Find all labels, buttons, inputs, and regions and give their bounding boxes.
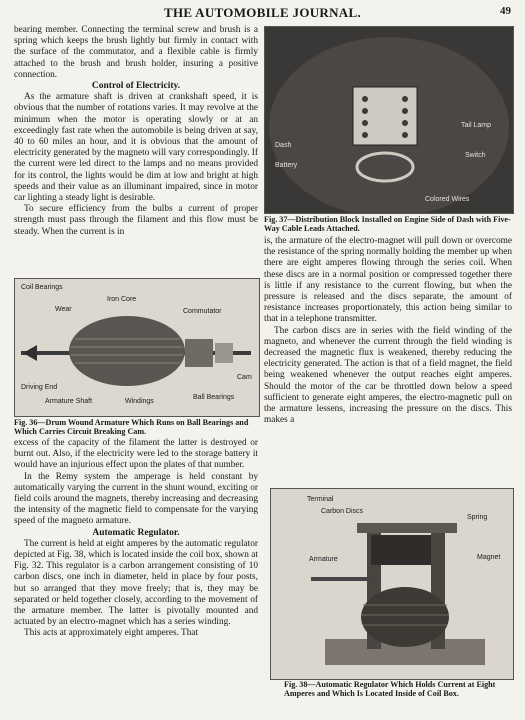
regulator-illustration <box>271 489 513 679</box>
label-windings: Windings <box>125 398 154 405</box>
paragraph: The carbon discs are in series with the field winding of the magneto, and whenever the current through the field winding is decreased the magnetic flux is weakened, thereby reducing the electricity generated. The action is that of a field magnet, the field being weakened whenever the output reaches eight amperes. Should the motor of the car be throttled down below a speed sufficient to generate eight amperes, the electro-magnetic pull on the armature lessens, increasing the pressure on the discs. This makes a <box>264 325 512 426</box>
label-battery: Battery <box>275 162 298 169</box>
label-spring: Spring <box>467 514 488 521</box>
left-column-top <box>14 25 258 238</box>
label-coil-bearings: Coil Bearings <box>21 284 63 291</box>
label-ball-bearings: Ball Bearings <box>193 394 235 401</box>
label-driving-end: Driving End <box>21 384 58 391</box>
label-armature: Armature <box>309 556 338 563</box>
label-wear: Wear <box>55 306 72 313</box>
paragraph: This acts at approximately eight amperes. That <box>24 628 199 639</box>
section-heading: Automatic Regulator. <box>92 527 180 538</box>
paragraph: To secure efficiency from the bulbs a current of proper strength must pass through the filament and this flow must be steady. When the current is in <box>14 204 258 237</box>
section-heading: Control of Electricity. <box>91 81 181 92</box>
label-magnet: Magnet <box>477 554 501 561</box>
paragraph: In the Remy system the amperage is held constant by automatically varying the current in the shunt wound, exciting or field coils around the magnets, thereby increasing and decreasing the intensity of the magnetic field to compensate for the varying speed of the magneto armature. <box>14 471 258 527</box>
right-column <box>264 236 512 426</box>
paragraph: The current is held at eight amperes by the automatic regulator depicted at Fig. 38, which is located inside the coil box, shown at Fig. 32. This regulator is a carbon arrangement consisting of 10 carbon discs, one inch in diameter, held in place by four posts, but so arranged that they move freely; that is, they may be separated or held together closely, according to the movement of the armature member. The latter is pivotally mounted and actuated by an electro-magnet which has a series winding. <box>14 538 258 628</box>
paragraph: excess of the capacity of the filament the latter is destroyed or burnt out. Also, if the electricity were led to the storage battery it would have an injurious effect upon the plates of that number. <box>14 438 258 471</box>
label-terminal: Terminal <box>307 496 334 503</box>
left-column-bottom <box>14 438 258 640</box>
label-dash: Dash <box>275 142 292 149</box>
paragraph: is, the armature of the electro-magnet will pull down or overcome the resistance of the spring normally holding the member up when there are eight amperes flowing through the series coil. When these discs are in a normal position or compressed together there is little if any resistance to the current flowing, but when the pressure is released and the discs separate, the amount of resistance increases proportionately, this action being similar to that in a telephone transmitter. <box>264 236 512 325</box>
fig37-caption: Fig. 37—Distribution Block Installed on Engine Side of Dash with Five-Way Cable Leads Attached. <box>264 215 511 234</box>
label-iron-core: Iron Core <box>107 296 137 303</box>
distribution-block-illustration <box>265 27 513 213</box>
paragraph: As the armature shaft is driven at crankshaft speed, it is obvious that the number of rotations varies. It may revolve at the minimum when the motor is operating slowly or at an exceedingly fast rate when the automobile is being driven at say, 40 to 60 miles an hour, and it is obvious that the amount of electricity generated by the magneto will vary correspondingly. If the current were led direct to the lamps and no means provided for its control, the lights would be dim at low and bright at high speeds and their value as an illuminant impaired, since in motor car lighting a steady light is desirable. <box>14 92 258 204</box>
journal-title: THE AUTOMOBILE JOURNAL. <box>164 5 361 20</box>
label-carbon-discs: Carbon Discs <box>321 508 364 515</box>
page-number: 49 <box>500 5 511 17</box>
paragraph: bearing member. Connecting the terminal screw and brush is a spring which keeps the brush lightly but firmly in contact with the surface of the commutator, and a flexible cable is firmly attached to the brush and brush holder, insuring a positive connection. <box>14 25 258 80</box>
fig38-regulator-photo <box>270 488 514 680</box>
label-colored-wires: Colored Wires <box>425 196 470 203</box>
fig37-distribution-block-photo <box>264 26 514 214</box>
label-tail-lamp: Tail Lamp <box>461 122 491 129</box>
fig36-armature-photo <box>14 278 260 417</box>
label-commutator: Commutator <box>183 308 222 315</box>
armature-illustration <box>15 279 259 416</box>
label-cam: Cam <box>237 374 252 381</box>
label-armature-shaft: Armature Shaft <box>45 398 93 405</box>
fig36-caption: Fig. 36—Drum Wound Armature Which Runs on Ball Bearings and Which Carries Circuit Breaking Cam. <box>14 418 249 437</box>
fig38-caption: Fig. 38—Automatic Regulator Which Holds Current at Eight Amperes and Which Is Located Inside of Coil Box. <box>284 680 496 699</box>
label-switch: Switch <box>465 152 486 159</box>
